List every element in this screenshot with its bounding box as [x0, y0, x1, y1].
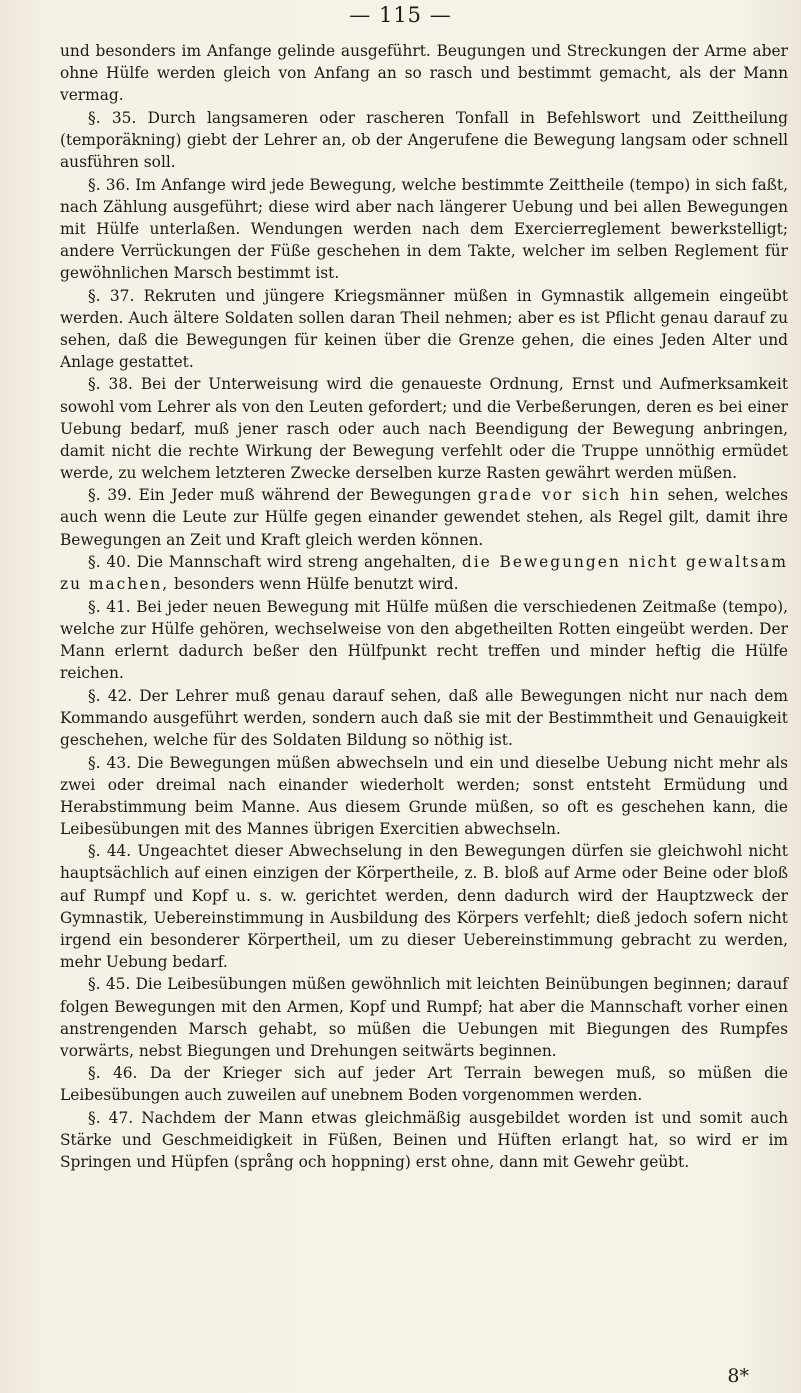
section-40-lead: §. 40. Die Mannschaft wird streng angehalten, — [88, 553, 457, 572]
paragraph-section-47: §. 47. Nachdem der Mann etwas gleichmäßig ausgebildet worden ist und somit auch Stärke und Geschmeidigkeit in Füßen, Beinen und Hüften erlangt hat, so wird er im Springen und Hüpfen (språng och hoppning) erst ohne, dann mit Gewehr geübt. — [60, 1109, 788, 1172]
paragraph-section-41: §. 41. Bei jeder neuen Bewegung mit Hülfe müßen die verschiedenen Zeitmaße (tempo), welche zur Hülfe gehören, wechselweise von den abgetheilten Rotten eingeübt werden. Der Mann erlernt dadurch beßer den Hülfpunkt recht treffen und minder heftig die Hülfe reichen. — [60, 597, 788, 683]
section-40-emphasis: die Bewegungen nicht gewaltsam zu machen, — [60, 553, 788, 594]
paragraph-section-45: §. 45. Die Leibesübungen müßen gewöhnlich mit leichten Beinübungen beginnen; darauf folgen Bewegungen mit den Armen, Kopf und Rumpf; hat aber die Mannschaft vorher einen anstrengenden Marsch gehabt, so müßen die Uebungen mit Biegungen des Rumpfes vorwärts, nebst Biegungen und Drehungen seitwärts beginnen. — [60, 975, 788, 1060]
paragraph-section-39 — [60, 484, 788, 550]
paragraph-continuation: und besonders im Anfange gelinde ausgeführt. Beugungen und Streckungen der Arme aber ohne Hülfe werden gleich von Anfang an so rasch und bestimmt gemacht, als der Mann vermag. — [60, 42, 788, 105]
paragraph-section-35: §. 35. Durch langsameren oder rascheren Tonfall in Befehlswort und Zeittheilung (temporäkning) giebt der Lehrer an, ob der Angerufene die Bewegung langsam oder schnell ausführen soll. — [60, 108, 788, 171]
signature-mark: 8* — [727, 1365, 749, 1387]
paragraph-section-36: §. 36. Im Anfange wird jede Bewegung, welche bestimmte Zeittheile (tempo) in sich faßt, nach Zählung ausgeführt; diese wird aber nach längerer Uebung und bei allen Bewegungen mit Hülfe unterlaßen. Wendungen werden nach dem Exercierreglement bewerkstelligt; andere Verrückungen der Füße geschehen in dem Takte, welcher im selben Reglement für gewöhnlichen Marsch bestimmt ist. — [60, 175, 788, 282]
paragraph-section-42: §. 42. Der Lehrer muß genau darauf sehen, daß alle Bewegungen nicht nur nach dem Kommando ausgeführt werden, sondern auch daß sie mit der Bestimmtheit und Genauigkeit geschehen, welche für des Soldaten Bildung so nöthig ist. — [60, 686, 788, 749]
section-39-lead: §. 39. Ein Jeder muß während der Bewegungen — [88, 486, 471, 505]
section-39-emphasis: grade vor sich hin — [477, 486, 661, 505]
page-number: — 115 — — [349, 3, 452, 27]
paragraph-section-40 — [60, 551, 788, 595]
paragraph-section-44: §. 44. Ungeachtet dieser Abwechselung in den Bewegungen dürfen sie gleichwohl nicht hauptsächlich auf einen einzigen der Körpertheile, z. B. bloß auf Arme oder Beine oder bloß auf Rumpf und Kopf u. s. w. gerichtet werden, denn dadurch wird der Hauptzweck der Gymnastik, Uebereinstimmung in Ausbildung des Körpers verfehlt; dieß jedoch sofern nicht irgend ein besonderer Körpertheil, um zu dieser Uebereinstimmung gebracht zu werden, mehr Uebung bedarf. — [60, 842, 788, 971]
paragraph-section-43: §. 43. Die Bewegungen müßen abwechseln und ein und dieselbe Uebung nicht mehr als zwei oder dreimal nach einander wiederholt werden; sonst entsteht Ermüdung und Herabstimmung beim Manne. Aus diesem Grunde müßen, so oft es geschehen kann, die Leibesübungen mit des Mannes übrigen Exercitien abwechseln. — [60, 753, 788, 838]
section-40-rest: besonders wenn Hülfe benutzt wird. — [174, 575, 459, 594]
section-39-rest: sehen, welches auch wenn die Leute zur Hülfe gegen einander gewendet stehen, als Regel gilt, damit ihre Bewegungen an Zeit und Kraft gleich werden können. — [60, 486, 788, 549]
paragraph-section-37: §. 37. Rekruten und jüngere Kriegsmänner müßen in Gymnastik allgemein eingeübt werden. Auch ältere Soldaten sollen daran Theil nehmen; aber es ist Pflicht genau darauf zu sehen, daß die Bewegungen für keinen über die Grenze gehen, die eines Jeden Alter und Anlage gestattet. — [60, 286, 788, 371]
body-text — [60, 40, 788, 1173]
paragraph-section-38: §. 38. Bei der Unterweisung wird die genaueste Ordnung, Ernst und Aufmerksamkeit sowohl vom Lehrer als von den Leuten gefordert; und die Verbeßerungen, deren es bei einer Uebung bedarf, muß jener rasch oder auch nach Beendigung der Bewegung anbringen, damit nicht die rechte Wirkung der Bewegung verfehlt oder die Truppe unnöthig ermüdet werde, zu welchem letzteren Zwecke derselben kurze Rasten gewährt werden müßen. — [60, 375, 788, 482]
paragraph-section-46: §. 46. Da der Krieger sich auf jeder Art Terrain bewegen muß, so müßen die Leibesübungen auch zuweilen auf unebnem Boden vorgenommen werden. — [60, 1064, 788, 1105]
